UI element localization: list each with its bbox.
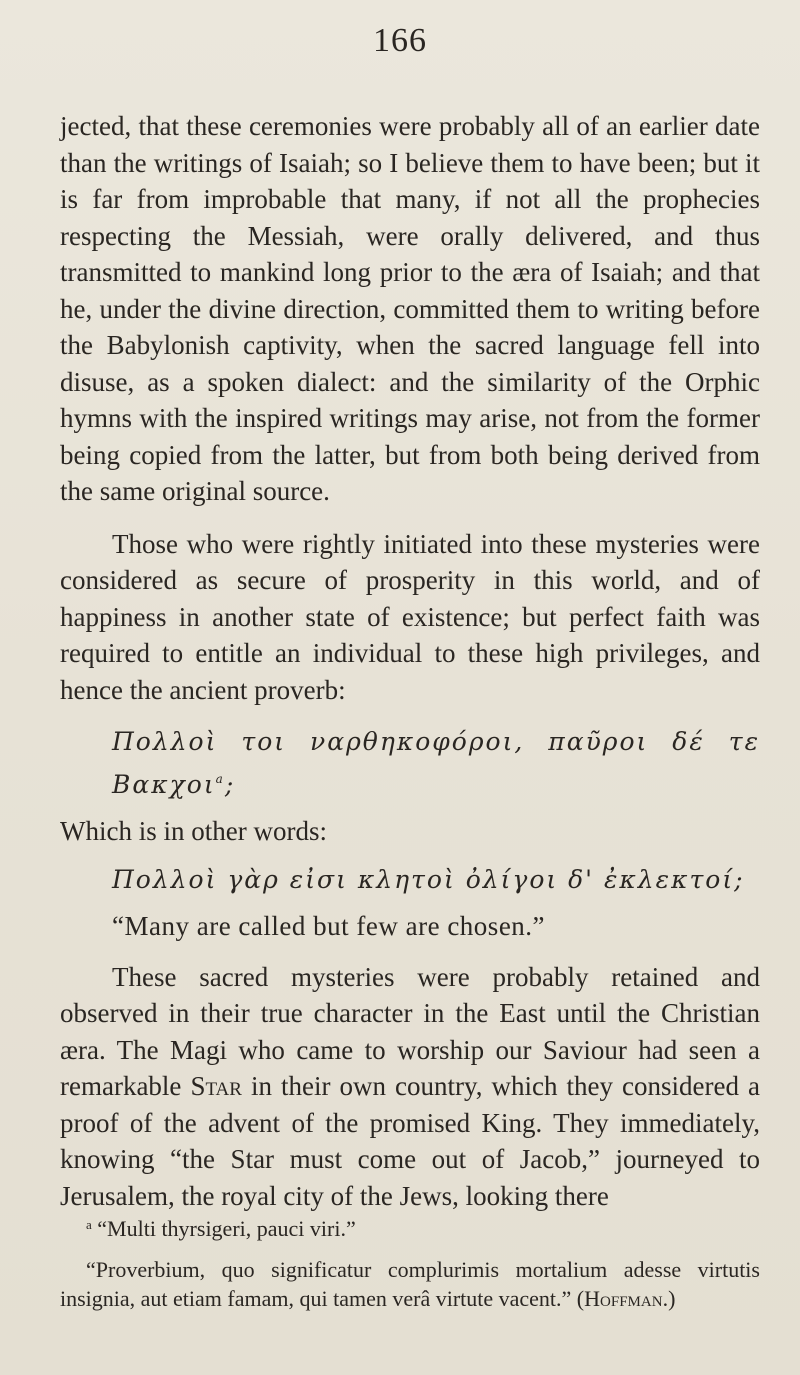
greek-proverb	[60, 724, 760, 803]
footnote-a	[60, 1210, 760, 1243]
footnotes	[60, 1210, 760, 1325]
footnote-b-text: “Proverbium, quo significatur complurimis mortalium adesse virtutis insignia, aut etiam famam, qui tamen verâ virtute vacent.” (	[60, 1257, 760, 1311]
footnote-ref-a: a	[215, 771, 225, 786]
paragraph-3-start: These sacred mysteries were probably retained and observed in their true character in the East until the Christian æra. The Magi who came to worship our Saviour had seen a remarkable	[60, 961, 760, 1101]
footnote-a-marker: a	[86, 1217, 92, 1232]
greek-translation: Πολλοὶ γὰρ εἰσι κλητοὶ ὀλίγοι δ' ἐκλεκτοί;	[112, 864, 745, 894]
footnote-a-text: “Multi thyrsigeri, pauci viri.”	[97, 1216, 356, 1241]
paragraph-3	[60, 959, 760, 1215]
footnote-author: Hoffman	[584, 1286, 663, 1311]
footnote-b-close: .)	[662, 1286, 676, 1311]
greek-proverb-end: ;	[224, 769, 236, 799]
which-line: Which is in other words:	[60, 816, 327, 846]
paragraph-1: jected, that these ceremonies were probably all of an earlier date than the writings of Isaiah; so I believe them to have been; but it is far from improbable that many, if not all the prophecies respecting the Messiah, were orally delivered, and thus transmitted to mankind long prior to the æra of Isaiah; and that he, under the divine direction, committed them to writing before the Babylonish captivity, when the sacred language fell into disuse, as a spoken dialect: and the similarity of the Orphic hymns with the inspired writings may arise, not from the former being copied from the latter, but from both being derived from the same original source.	[60, 111, 760, 506]
footnote-b	[60, 1255, 760, 1313]
greek-proverb-text: Πολλοὶ τοι ναρθηκοφόροι, παῦροι δέ τε Βακχοι	[112, 727, 760, 799]
page-number: 166	[373, 22, 427, 59]
body-text	[60, 108, 760, 1230]
star-word: Star	[190, 1071, 242, 1101]
english-quote: “Many are called but few are chosen.”	[112, 911, 546, 941]
paragraph-2: Those who were rightly initiated into these mysteries were considered as secure of prosperity in this world, and of happiness in another state of existence; but perfect faith was required to entitle an individual to these high privileges, and hence the ancient proverb:	[60, 528, 760, 705]
paragraph-3-end: in their own country, which they considered a proof of the advent of the promised King. They immediately, knowing “the Star must come out of Jacob,” journeyed to Jerusalem, the royal city of the Jews, looking there	[60, 1071, 761, 1211]
